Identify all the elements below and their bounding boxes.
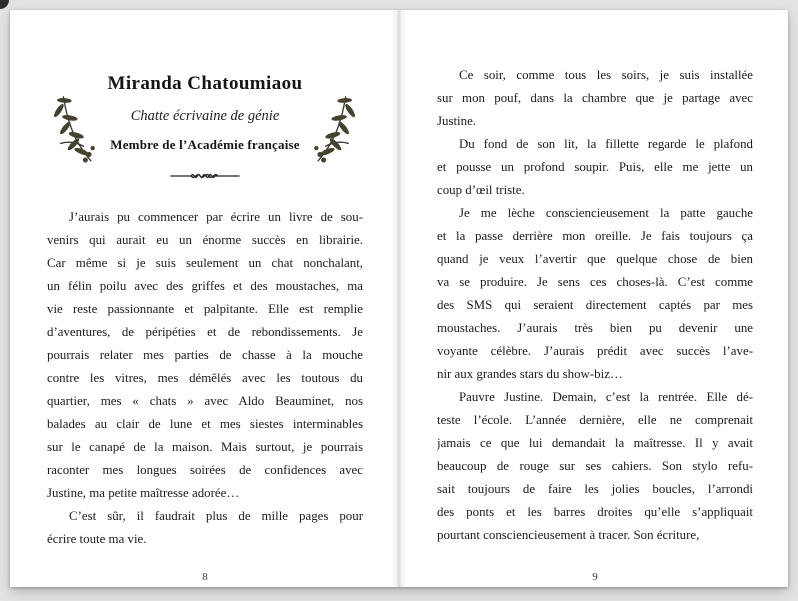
chapter-affiliation: Membre de l’Académie française	[110, 137, 300, 152]
window-corner	[0, 0, 9, 9]
chapter-header	[47, 72, 363, 154]
paragraph	[437, 133, 753, 202]
text-line: sur le canapé de la maison. Mais surtout, je pourrais	[47, 440, 363, 454]
text-line: contre les vitres, mes démêlés avec les toutous du	[47, 371, 363, 385]
text-line: moustaches. J’aurais très bien pu devenir une	[437, 321, 753, 335]
page-right	[399, 10, 788, 587]
text-line: va se produire. Je sens ces choses-là. C’est comme	[437, 275, 753, 289]
paragraph	[437, 64, 753, 133]
text-line: d’aventures, de péripéties et de rebondissements. Je	[47, 325, 363, 339]
page-number-right: 9	[592, 571, 598, 583]
text-line: Je me lèche consciencieusement la patte gauche	[459, 206, 753, 220]
divider-flourish-icon	[47, 168, 363, 186]
paragraph	[47, 505, 363, 551]
chapter-subtitle: Chatte écrivaine de génie	[130, 108, 280, 124]
text-line: des SMS qui seraient directement captés par mes	[437, 298, 753, 312]
text-line: raconter mes longues soirées de confidences avec	[47, 463, 363, 477]
text-line: beaucoup de rouge sur ses cahiers. Son stylo refu-	[437, 459, 753, 473]
text-line: et la passe derrière mon oreille. Je fais toujours ça	[437, 229, 753, 243]
text-line: nir aux grandes stars du show-biz…	[437, 367, 623, 381]
text-line: J’aurais pu commencer par écrire un livre de sou-	[69, 210, 363, 224]
text-line: quand je veux l’avertir que quelque chose de bien	[437, 252, 753, 266]
text-line: sait toujours de faire les jolies boucles, l’arrondi	[437, 482, 753, 496]
text-line: et pousse un profond soupir. Puis, elle me jette un	[437, 160, 753, 174]
text-line: des ponts et les barres droites qu’elle s’appliquait	[437, 505, 753, 519]
text-line: jamais ce que lui demandait la maîtresse. Il y avait	[437, 436, 753, 450]
text-line: Pauvre Justine. Demain, c’est la rentrée. Elle dé-	[459, 390, 753, 404]
text-line: un félin poilu avec des griffes et des moustaches, ma	[47, 279, 363, 293]
right-page-text	[437, 64, 753, 547]
text-line: coup d’œil triste.	[437, 183, 525, 197]
text-line: voyante célèbre. J’aurais prédit avec succès l’ave-	[437, 344, 753, 358]
text-line: venirs qui aurait eu un énorme succès en librairie.	[47, 233, 363, 247]
text-line: Justine, ma petite maîtresse adorée…	[47, 486, 240, 500]
paragraph	[437, 386, 753, 547]
text-line: C’est sûr, il faudrait plus de mille pages pour	[69, 509, 363, 523]
paragraph	[47, 206, 363, 505]
text-line: quartier, mes « chats » avec Aldo Beauminet, nos	[47, 394, 363, 408]
text-line: teste l’école. L’année dernière, elle ne comprenait	[437, 413, 753, 427]
text-line: pourtant consciencieusement à tracer. Son écriture,	[437, 528, 700, 542]
text-line: écrire toute ma vie.	[47, 532, 147, 546]
text-line: balades au clair de lune et mes siestes interminables	[47, 417, 363, 431]
left-page-text	[47, 206, 363, 551]
text-line: Car même si je suis seulement un chat nonchalant,	[47, 256, 363, 270]
text-line: pourrais relater mes parties de chasse à la mouche	[47, 348, 363, 362]
page-number-left: 8	[202, 571, 208, 583]
text-line: Du fond de son lit, la fillette regarde le plafond	[459, 137, 753, 151]
text-line: vie reste passionnante et palpitante. Elle est remplie	[47, 302, 363, 316]
text-line: Justine.	[437, 114, 477, 128]
chapter-title: Miranda Chatoumiaou	[107, 73, 303, 94]
text-line: sur mon pouf, dans la chambre que je partage avec	[437, 91, 753, 105]
paragraph	[437, 202, 753, 386]
book-spread	[10, 10, 788, 587]
page-left	[10, 10, 399, 587]
text-line: Ce soir, comme tous les soirs, je suis installée	[459, 68, 753, 82]
